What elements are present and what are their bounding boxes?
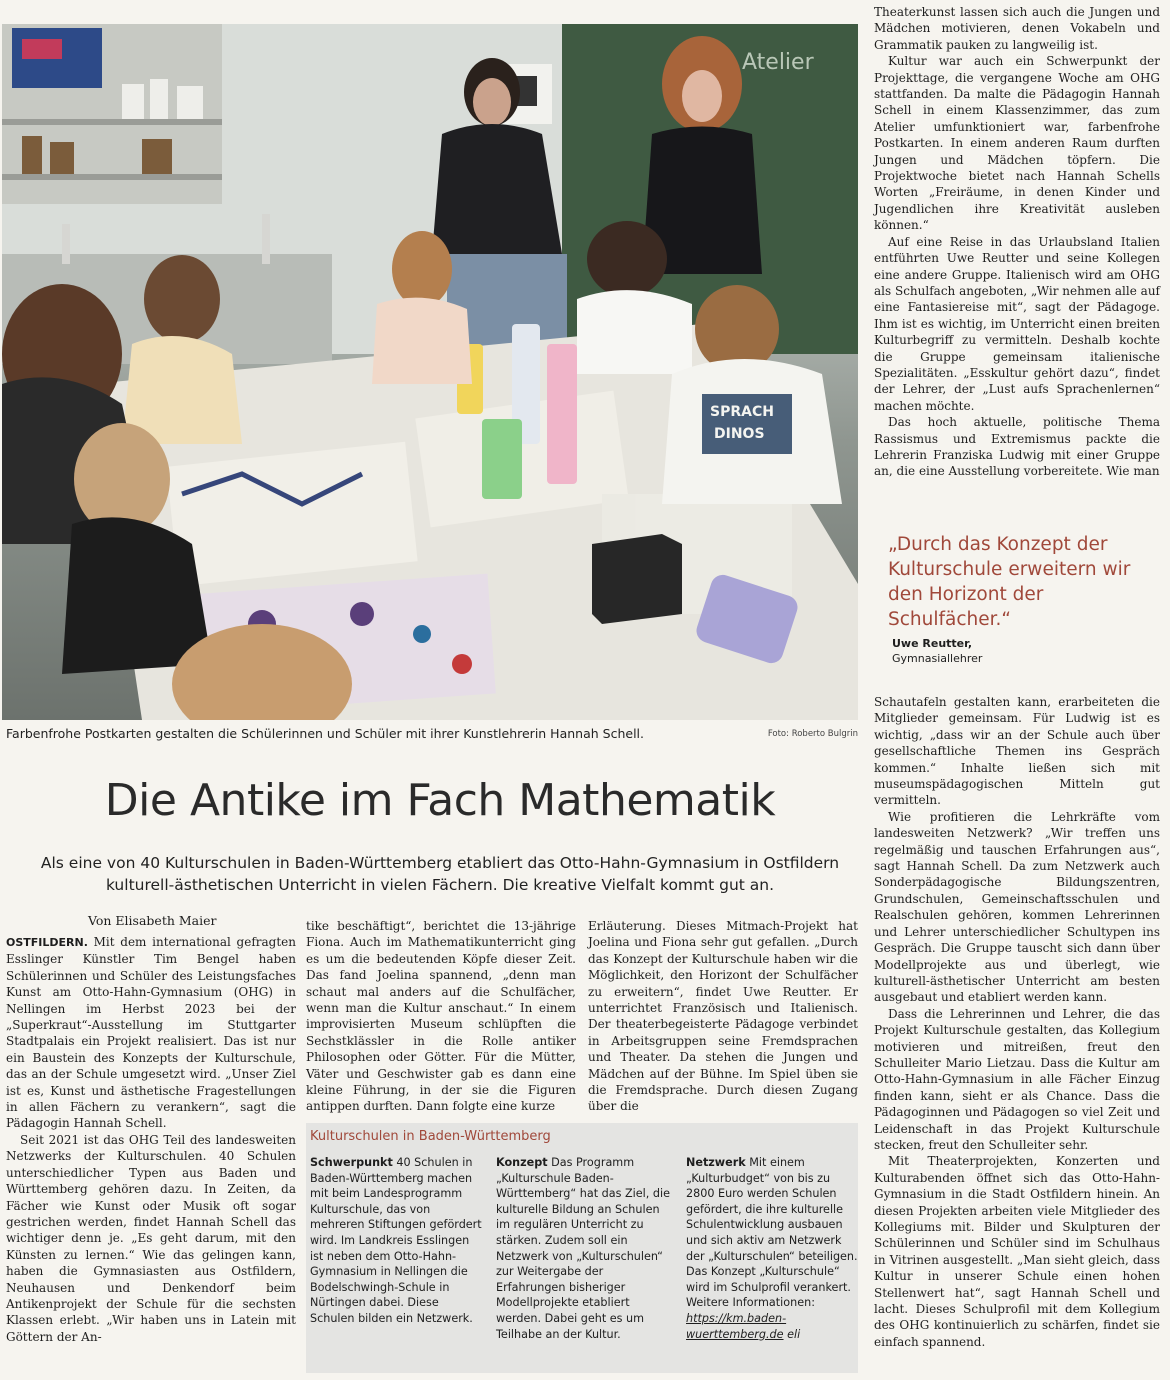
article-column-1 [6,934,296,1345]
author-initials: eli [787,1327,801,1341]
pull-quote: „Durch das Konzept der Kulturschule erweitern wir den Horizont der Schulfächer.“ [888,534,1131,630]
column4-paragraph-4: Das hoch aktuelle, politische Thema Rassismus und Extremismus packte die Lehrerin Franziska Ludwig mit einer Gruppe an, die eine Ausstellung vorbereitete. Wie man [874,415,1160,479]
photo-credit: Foto: Roberto Bulgrin [767,729,858,739]
info-box-column-1 [310,1155,486,1327]
article-column-4-bottom [874,694,1160,1350]
info-box-heading-2: Konzept [496,1156,548,1169]
info-box [306,1123,858,1373]
photo-caption: Farbenfrohe Postkarten gestalten die Schülerinnen und Schüler mit ihrer Kunstlehrerin Hannah Schell. [6,726,644,741]
column1-text-1: Mit dem international gefragten Esslinger Künstler Tim Bengel haben Schülerinnen und Schüler des Leistungsfaches Kunst am Otto-Hahn-Gymnasium (OHG) in Nellingen im Herbst 2023 bei der „Superkraut“-Ausstellung im Stuttgarter Stadtpalais ein Projekt realisiert. Das ist nur ein Baustein des Konzepts der Kulturschule, das an der Schule umgesetzt wird. „Unser Ziel ist es, Kunst und ästhetische Fragestellungen in allen Fächern zu verankern“, sagt die Pädagogin Hannah Schell. [6,935,296,1131]
article-column-3 [588,918,858,1115]
column3-paragraph-1: Erläuterung. Dieses Mitmach-Projekt hat Joelina und Fiona sehr gut gefallen. „Durch das Konzept der Kulturschule haben wir die Möglichkeit, den Horizont der Schulfächer zu erweitern“, findet Uwe Reutter. Er unterrichtet Französisch und Italienisch. Der theaterbegeisterte Pädagoge verbindet in Arbeitsgruppen seine Fremdsprachen und Theater. Da stehen die Jungen und Mädchen auf der Bühne. Im Spiel üben sie die Fremdsprache. Durch diesen Zugang über die [588,919,858,1114]
article-column-4-top [874,4,1160,480]
headline: Die Antike im Fach Mathematik [104,775,776,826]
column4-paragraph-5: Schautafeln gestalten kann, erarbeiteten die Mitglieder gemeinsam. Für Ludwig ist es wichtig, „dass wir an der Schule auch über gesellschaftliche Themen ins Gespräch kommen.“ Inhalte ließen sich mit museumspädagogischen Mitteln gut vermitteln. [874,695,1160,808]
column2-paragraph-1: tike beschäftigt“, berichtet die 13-jährige Fiona. Auch im Mathematikunterricht ging es um die bedeutenden Köpfe dieser Zeit. Das fand Joelina spannend, „denn man schaut mal anders auf die Schulfächer, wenn man die Kultur anschaut.“ In einem improvisierten Museum schlüpften die Sechstklässler in die Rolle antiker Philosophen oder Götter. Für die Mütter, Väter und Geschwister gab es dann eine kleine Führung, in der sie die Figuren antippen durften. Dann folgte eine kurze [306,919,576,1114]
info-box-text-3: Mit einem „Kulturbudget“ von bis zu 2800 Euro werden Schulen gefördert, die ihre kulturelle Schulentwicklung ausbauen und sich aktiv am Netzwerk der „Kulturschulen“ beteiligen. Das Konzept „Kulturschule“ wird im Schulprofil verankert. Weitere Informationen: [686,1156,858,1310]
shirt-text-2: DINOS [714,426,765,442]
column4-paragraph-1: Theaterkunst lassen sich auch die Jungen und Mädchen motivieren, denen Vokabeln und Grammatik pauken zu langweilig ist. [874,5,1160,52]
quote-role: Gymnasiallehrer [892,652,983,665]
info-box-column-2 [496,1155,672,1342]
column1-paragraph-2: Seit 2021 ist das OHG Teil des landesweiten Netzwerks der Kulturschulen. 40 Schulen unterschiedlicher Typen aus Baden und Württemberg gehören dazu. In Zeiten, da Fächer wie Kunst oder Musik oft sogar gestrichen werden, findet Hannah Schell das wichtiger denn je. „Es geht darum, mit den Künsten zu lernen.“ Wie das gelingen kann, haben die Gymnasiasten aus Ostfildern, Neuhausen und Denkendorf beim Antikenprojekt der Schule für die sechsten Klassen erlebt. „Wir haben uns in Latein mit Göttern der An- [6,1132,296,1344]
info-box-text-1: 40 Schulen in Baden-Württemberg machen mit beim Landesprogramm Kulturschule, das von mehreren Stiftungen gefördert wird. Im Landkreis Esslingen ist neben dem Otto-Hahn-Gymnasium in Nellingen die Bodelschwingh-Schule in Nürtingen dabei. Diese Schulen bilden ein Netzwerk. [310,1156,482,1325]
photo-caption-row [6,726,858,744]
column4-paragraph-3: Auf eine Reise in das Urlaubsland Italien entführten Uwe Reutter und seine Kollegen eine andere Gruppe. Italienisch wird am OHG als Schulfach angeboten, „Wir nehmen alle auf eine Fantasiereise mit“, sagt der Pädagoge. Ihm ist es wichtig, im Unterricht einen breiten Kulturbegriff zu vermitteln. Deshalb kochte die Gruppe gemeinsam italienische Spezialitäten. „Esskultur gehört dazu“, findet der Lehrer, der „Lust aufs Sprachenlernen“ machen möchte. [874,234,1160,413]
quote-author: Uwe Reutter, [892,637,973,650]
article-column-2 [306,918,576,1115]
column4-paragraph-7: Dass die Lehrerinnen und Lehrer, die das Projekt Kulturschule gestalten, das Kollegium motivieren und mitreißen, freut den Schulleiter Mario Lietzau. Dass die Kultur am Otto-Hahn-Gymnasium in alle Fächer Einzug finden kann, sieht er als Chance. Dass die Pädagoginnen und Pädagogen so viel Zeit und Leidenschaft in das Projekt Kulturschule stecken, freut den Schulleiter sehr. [874,1006,1160,1152]
article-photo [2,24,858,720]
info-link[interactable]: https://km.baden-wuerttemberg.de [686,1311,787,1341]
board-text: Atelier [742,50,814,75]
subline: Als eine von 40 Kulturschulen in Baden-Württemberg etabliert das Otto-Hahn-Gymnasium in Ostfildern kulturell-ästhetischen Unterricht in vielen Fächern. Die kreative Vielfalt kommt gut an. [40,854,840,894]
column4-paragraph-8: Mit Theaterprojekten, Konzerten und Kulturabenden öffnet sich das Otto-Hahn-Gymnasium in die Stadt Ostfildern hinein. An diesen Projekten arbeiten viele Mitglieder des Kollegiums mit. Bilder und Skulpturen der Schülerinnen und Schüler sind im Schulhaus in Vitrinen ausgestellt. „Man sieht gleich, dass Kultur in unserer Schule einen hohen Stellenwert hat“, sagt Hannah Schell und lacht. Dieses Schulprofil mit dem Kollegium des OHG kontinuierlich zu schärfen, findet sie einfach spannend. [874,1154,1160,1349]
classroom-illustration [2,24,858,720]
info-box-heading-3: Netzwerk [686,1156,746,1169]
column4-paragraph-2: Kultur war auch ein Schwerpunkt der Projekttage, die vergangene Woche am OHG stattfanden. Da malte die Pädagogin Hannah Schell in einem Klassenzimmer, das zum Atelier umfunktioniert war, farbenfrohe Postkarten. In einem anderen Raum durften Jungen und Mädchen töpfern. Die Projektwoche bietet nach Hannah Schells Worten „Freiräume, in denen Kinder und Jugendlichen ihre Kreativität ausleben können.“ [874,54,1160,233]
column1-paragraph-1 [6,934,296,1132]
info-box-text-2: Das Programm „Kulturschule Baden-Württemberg“ hat das Ziel, die kulturelle Bildung an Schulen im regulären Unterricht zu stärken. Zudem soll ein Netzwerk von „Kulturschulen“ zur Weitergabe der Erfahrungen bisheriger Modellprojekte etabliert werden. Dabei geht es um Teilhabe an der Kultur. [496,1156,670,1341]
info-box-title: Kulturschulen in Baden-Württemberg [310,1129,551,1144]
column4-paragraph-6: Wie profitieren die Lehrkräfte vom landesweiten Netzwerk? „Wir treffen uns regelmäßig und tauschen Erfahrungen aus“, sagt Hannah Schell. Da zum Netzwerk auch Sonderpädagogische Bildungszentren, Grundschulen, Gemeinschaftsschulen und Realschulen gehören, kommen Lehrerinnen und Lehrer unterschiedlicher Schultypen ins Gespräch. Die Gruppe tauscht sich dann über Modellprojekte aus und überlegt, wie kulturell-ästhetischer Unterricht am besten ausgebaut und etabliert werden kann. [874,809,1160,1005]
quote-attribution [892,636,982,666]
byline: Von Elisabeth Maier [88,913,217,928]
shirt-text-1: SPRACH [710,404,774,420]
info-box-heading-1: Schwerpunkt [310,1156,393,1169]
dateline: OSTFILDERN. [6,936,88,949]
info-box-column-3 [686,1155,862,1342]
